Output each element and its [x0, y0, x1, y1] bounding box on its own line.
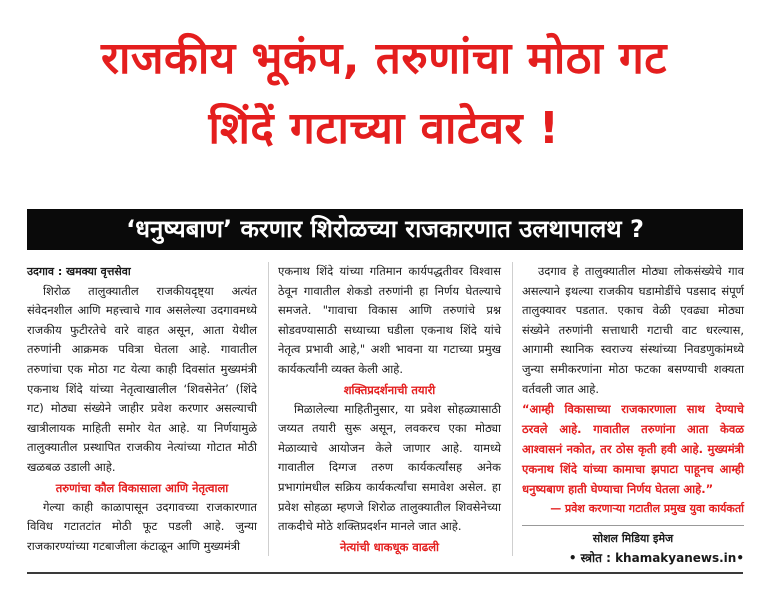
- paragraph-5: उदगाव हे तालुक्यातील मोठ्या लोकसंख्येचे गाव असल्याने इथल्या राजकीय घडामोडींचे पडसाद संपूर्ण तालुक्यावर पडतात. एकाच वेळी एवढ्या मोठ्या संख्येने तरुणांनी सत्ताधारी गटाची वाट धरल्यास, आगामी स्थानिक स्वराज्य संस्थांच्या निवडणुकांमध्ये जुन्या समीकरणांना मोठा फटका बसण्याची शक्यता वर्तवली जात आहे.: [522, 264, 744, 396]
- subheading-youth-verdict: तरुणांचा कौल विकासाला आणि नेतृत्वाला: [55, 480, 229, 495]
- article-column-2: [278, 262, 501, 557]
- column-divider-2: [512, 262, 513, 556]
- media-credit: सोशल मिडिया इमेज: [592, 532, 674, 546]
- pull-quote: [522, 399, 744, 499]
- bottom-rule: [27, 572, 743, 574]
- paragraph-3: एकनाथ शिंदे यांच्या गतिमान कार्यपद्धतीवर विश्वास ठेवून गावातील शेकडो तरुणांनी हा निर्णय घेतल्याचे समजते. "गावाचा विकास आणि तरुणांचे प्रश्न सोडवण्यासाठी सध्याच्या घडीला एकनाथ शिंदे यांचे नेतृत्व प्रभावी आहे," अशी भावना या गटाच्या प्रमुख कार्यकर्त्यांनी व्यक्त केली आहे.: [278, 264, 501, 376]
- paragraph-1: शिरोळ तालुक्यातील राजकीयदृष्ट्या अत्यंत संवेदनशील आणि महत्त्वाचे गाव असलेल्या उदगावमध्ये राजकीय फुटीरतेचे वारे वाहत असून, आता येथील तरुणांनी आक्रमक पवित्रा घेतला आहे. गावातील तरुणांचा एक मोठा गट येत्या काही दिवसांत मुख्यमंत्री एकनाथ शिंदे यांच्या नेतृत्वाखालील ‘शिवसेनेत’ (शिंदे गट) मोठ्या संख्येने जाहीर प्रवेश करणार असल्याची खात्रीलायक माहिती समोर येत आहे. या निर्णयामुळे तालुक्यातील प्रस्थापित राजकीय नेत्यांच्या गोटात मोठी खळबळ उडाली आहे.: [27, 283, 257, 474]
- subheading-leaders-worry: नेत्यांची धाकधूक वाढली: [339, 539, 440, 554]
- article-column-1: [27, 262, 257, 556]
- paragraph-2: गेल्या काही काळापासून उदगावच्या राजकारणात विविध गटातटांत मोठी फूट पडली आहे. जुन्या राजकारण्यांच्या गटबाजीला कंटाळून आणि मुख्यमंत्री: [27, 499, 257, 553]
- headline-line-1: राजकीय भूकंप, तरुणांचा मोठा गट: [100, 33, 667, 84]
- pull-quote-text: “आम्ही विकासाच्या राजकारणाला साथ देण्याचे ठरवले आहे. गावातील तरुणांना आता केवळ आश्वासनं नकोत, तर ठोस कृती हवी आहे. मुख्यमंत्री एकनाथ शिंदे यांच्या कामाचा झपाटा पाहूनच आम्ही धनुष्यबाण हाती घेण्याचा निर्णय घेतला आहे.”: [522, 402, 744, 497]
- source-credit: • स्त्रोत : khamakyanews.in•: [568, 551, 744, 566]
- dateline: उदगाव : खमक्या वृत्तसेवा: [27, 265, 131, 278]
- quote-attribution: — प्रवेश करणाऱ्या गटातील प्रमुख युवा कार्यकर्ता: [550, 502, 744, 516]
- paragraph-4: मिळालेल्या माहितीनुसार, या प्रवेश सोहळ्यासाठी जय्यत तयारी सुरू असून, लवकरच एका मोठ्या मेळाव्याचे आयोजन केले जाणार आहे. यामध्ये गावातील दिग्गज तरुण कार्यकर्त्यांसह अनेक प्रभागांमधील सक्रिय कार्यकर्त्यांचा समावेश असेल. हा प्रवेश सोहळा म्हणजे शिरोळ तालुक्यातील शिवसेनेच्या ताकदीचे मोठे शक्तिप्रदर्शन मानले जात आहे.: [278, 401, 501, 534]
- column-divider-1: [268, 262, 269, 556]
- subheading-show-of-strength: शक्तिप्रदर्शनाची तयारी: [343, 382, 436, 397]
- divider-line: [522, 525, 744, 526]
- headline-line-2: शिंदें गटाच्या वाटेवर !: [208, 103, 560, 154]
- article-column-3: [522, 262, 744, 568]
- subheadline-banner: ‘धनुष्यबाण’ करणार शिरोळच्या राजकारणात उलथापालथ ?: [27, 209, 743, 250]
